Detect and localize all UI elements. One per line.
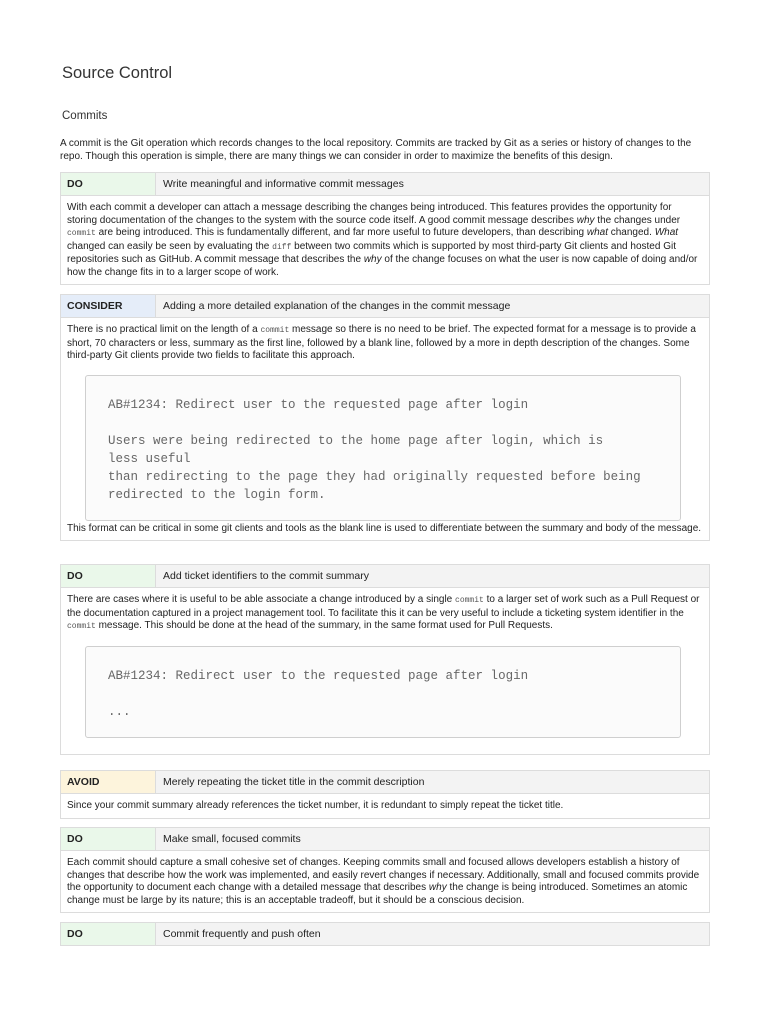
rule-tag-do: DO xyxy=(61,565,156,587)
rule-card xyxy=(60,564,710,755)
rule-tag-do: DO xyxy=(61,923,156,945)
rule-heading: Make small, focused commits xyxy=(156,828,709,850)
rule-tag-do: DO xyxy=(61,828,156,850)
rule-card xyxy=(60,294,710,541)
inline-code: commit xyxy=(67,229,96,238)
rule-heading: Adding a more detailed explanation of the changes in the commit message xyxy=(156,295,709,317)
code-block: AB#1234: Redirect user to the requested page after login Users were being redirected to the home page after login, which is less useful than redirecting to the page they had originally requested before being redirected to the login form. xyxy=(85,375,681,521)
inline-code: diff xyxy=(272,242,292,252)
rule-body: There are cases where it is useful to be able associate a change introduced by a single commit to a larger set of work such as a Pull Request or the documentation captured in a project management tool. To facilitate this it can be very useful to include a ticketing system identifier in the commit message. This should be done at the head of the summary, in the same format used for Pull Requests. AB#1234: Redirect user to the requested page after login ... xyxy=(61,588,709,754)
rule-tag-avoid: AVOID xyxy=(61,771,156,793)
page-title: Source Control xyxy=(62,64,173,82)
rule-card xyxy=(60,922,710,946)
inline-code: commit xyxy=(455,596,484,605)
inline-code: commit xyxy=(67,622,96,631)
inline-code: commit xyxy=(260,326,290,335)
rule-body: Each commit should capture a small cohesive set of changes. Keeping commits small and focused allows developers establish a history of changes that describe how the work was implemented, and easily revert changes if necessary. Additionally, small and focused commits provide the opportunity to document each change with a detailed message that describes why the change is being introduced. Sometimes an atomic change must be large by its nature; this is an acceptable tradeoff, but it should be a conscious decision. xyxy=(61,851,709,912)
rule-body: With each commit a developer can attach a message describing the changes being introduced. This features provides the opportunity for storing documentation of the changes to the system with the source code itself. A good commit message describes why the changes under commit are being introduced. This is fundamentally different, and far more useful to future developers, than describing what changed. What changed can easily be seen by evaluating the diff between two commits which is supported by most third-party Git clients and hosted Git repositories such as GitHub. A commit message that describes the why of the change focuses on what the user is now capable of doing and/or how the change fits in to a larger scope of work. xyxy=(61,196,709,284)
rule-tag-do: DO xyxy=(61,173,156,195)
rule-heading: Write meaningful and informative commit messages xyxy=(156,173,709,195)
rule-body: There is no practical limit on the length of a commit message so there is no need to be brief. The expected format for a message is to provide a short, 70 characters or less, summary as the first line, followed by a blank line, followed by a more in depth description of the changes. Some third-party Git clients provide two fields to facilitate this approach. AB#1234: Redirect user to the requested page after login Users were being redirected to the home page after login, which is less useful than redirecting to the page they had originally requested before being redirected to the login form. This format can be critical in some git clients and tools as the blank line is used to differentiate between the summary and body of the message. xyxy=(61,318,709,540)
rule-card xyxy=(60,770,710,819)
rule-heading: Commit frequently and push often xyxy=(156,923,709,945)
rule-heading: Add ticket identifiers to the commit summary xyxy=(156,565,709,587)
rule-note: This format can be critical in some git clients and tools as the blank line is used to differentiate between the summary and body of the message. xyxy=(67,522,702,534)
intro-paragraph: A commit is the Git operation which records changes to the local repository. Commits are tracked by Git as a series or history of changes to the repo. Though this operation is simple, there are many things we can consider in order to maximize the benefits of this design. xyxy=(60,138,692,162)
rule-tag-consider: CONSIDER xyxy=(61,295,156,317)
rule-body: Since your commit summary already references the ticket number, it is redundant to simply repeat the ticket title. xyxy=(61,794,709,818)
rule-heading: Merely repeating the ticket title in the commit description xyxy=(156,771,709,793)
section-subtitle: Commits xyxy=(62,110,108,122)
code-block: AB#1234: Redirect user to the requested page after login ... xyxy=(85,646,681,738)
rule-card xyxy=(60,172,710,285)
rule-card xyxy=(60,827,710,913)
